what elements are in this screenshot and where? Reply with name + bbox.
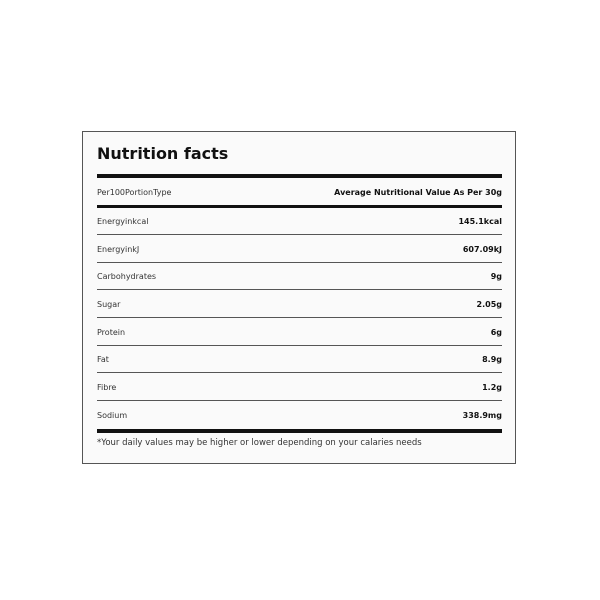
nutrient-value: 1.2g	[482, 382, 502, 392]
table-row	[97, 236, 502, 263]
table-row	[97, 319, 502, 346]
divider-thick	[97, 429, 502, 433]
table-row	[97, 346, 502, 373]
table-row	[97, 263, 502, 290]
nutrient-label: Carbohydrates	[97, 271, 157, 281]
nutrient-value: 9g	[490, 271, 502, 281]
nutrient-label: Fat	[97, 354, 109, 364]
nutrient-value: 6g	[490, 327, 502, 337]
panel-title: Nutrition facts	[97, 144, 229, 163]
nutrient-label: Protein	[97, 327, 126, 337]
nutrient-label: Sodium	[97, 411, 128, 420]
nutrient-value: 8.9g	[482, 354, 502, 364]
footnote: *Your daily values may be higher or lower depending on your calaries needs	[97, 438, 422, 448]
nutrition-facts-panel	[82, 131, 516, 464]
table-row	[97, 291, 502, 318]
nutrient-label: EnergyinkJ	[97, 244, 140, 254]
nutrient-label: Sugar	[97, 299, 121, 309]
nutrient-value: 145.1kcal	[458, 216, 502, 226]
table-row	[97, 374, 502, 401]
header-portion-type: Per100PortionType	[97, 187, 172, 197]
nutrient-value: 607.09kJ	[462, 244, 502, 254]
nutrient-label: Energyinkcal	[97, 216, 149, 226]
nutrient-value: 2.05g	[476, 299, 502, 309]
table-row	[97, 402, 502, 429]
table-row	[97, 208, 502, 235]
header-serving-size: Average Nutritional Value As Per 30g	[334, 187, 502, 197]
nutrient-label: Fibre	[97, 382, 117, 392]
table-header-row	[97, 179, 502, 205]
divider-thick	[97, 174, 502, 178]
nutrient-value: 338.9mg	[462, 411, 502, 420]
